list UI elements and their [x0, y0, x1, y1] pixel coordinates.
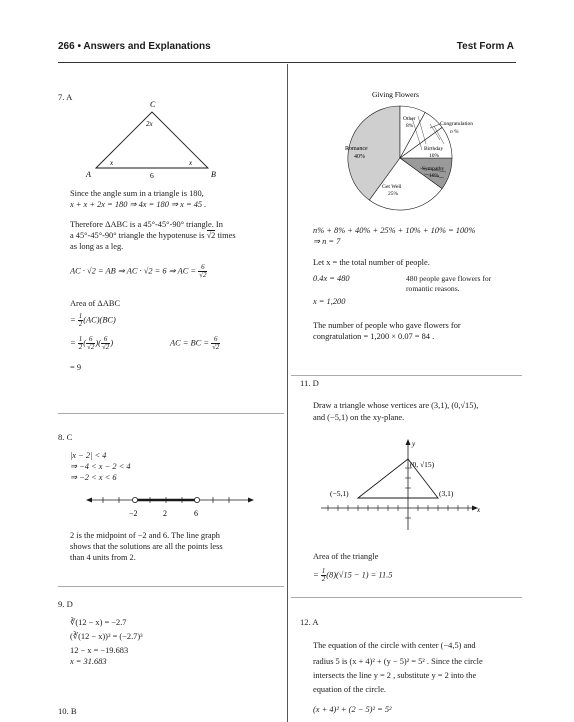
arrow-right: [248, 498, 254, 503]
denominator: 2: [78, 343, 83, 351]
vertex-b-label: B: [211, 170, 216, 179]
numerator: 6: [101, 336, 110, 344]
open-endpoint-right: [194, 497, 199, 502]
q12-text-line: intersects the line y = 2 , substitute y = 2 into the: [313, 671, 477, 680]
denominator: 2: [321, 575, 326, 583]
q7-text-fragment: times: [217, 231, 236, 240]
romance-label: Romance: [345, 146, 368, 152]
numerator: 6: [86, 336, 95, 344]
q11-text-line: Draw a triangle whose vertices are (3,1), (0,√15),: [313, 401, 479, 410]
pie-equation-n: ⇒ n = 7: [313, 237, 341, 246]
question-7-label: 7. A: [58, 92, 73, 102]
angle-b-label: x: [189, 159, 193, 167]
denominator: √2: [212, 343, 220, 351]
vertex-right-label: (3,1): [439, 489, 454, 498]
vertex-a-label: A: [86, 170, 91, 179]
q11-text-line: and (−5,1) on the xy-plane.: [313, 413, 405, 422]
congratulation-value: n %: [450, 129, 459, 135]
pie-note: romantic reasons.: [406, 284, 460, 293]
denominator: √2: [87, 343, 95, 351]
arrow-left: [86, 498, 92, 503]
q8-line: ⇒ −2 < x < 6: [70, 473, 117, 482]
denominator: √2: [101, 343, 110, 351]
angle-a-label: x: [110, 159, 114, 167]
q7-eq-fragment: AC · √2 = AB ⇒ AC · √2 = 6 ⇒ AC =: [70, 266, 197, 276]
fraction: [101, 336, 110, 351]
q7-text-line: Since the angle sum in a triangle is 180,: [70, 189, 204, 198]
x-axis-label: x: [477, 506, 481, 514]
pie-equation-sum: n% + 8% + 40% + 25% + 10% + 10% = 100%: [313, 226, 476, 235]
giving-flowers-pie-chart: [330, 88, 520, 213]
q8-line: ⇒ −4 < x − 2 < 4: [70, 462, 131, 471]
q8-text-line: 2 is the midpoint of −2 and 6. The line graph: [70, 531, 220, 540]
q7-text-line: Therefore ΔABC is a 45°-45°-90° triangle. In: [70, 220, 223, 229]
q7-area-line-2: = $\frac{1}{2}$ ( $\frac{6}{√2}$ )( $\frac{6}{√2}$ ): [70, 335, 114, 351]
open-endpoint-left: [132, 497, 137, 502]
equals-sign: =: [70, 315, 76, 325]
get-well-label: Get Well: [382, 184, 402, 190]
pie-text-line: The number of people who gave flowers for: [313, 321, 461, 330]
q7-side-note: [170, 336, 220, 351]
fraction: [211, 336, 220, 351]
q7-eq-fragment: AC = BC =: [170, 338, 209, 348]
numerator: 1: [78, 335, 83, 343]
q9-line: (∛(12 − x))³ = (−2.7)³: [70, 632, 143, 641]
fraction: [198, 264, 207, 279]
other-value: 8%: [406, 123, 414, 129]
pie-let-statement: Let x = the total number of people.: [313, 258, 430, 267]
q11-eq-fragment: (8)(√15 − 1) = 11.5: [326, 570, 393, 580]
sympathy-value: 10%: [429, 173, 440, 179]
numerator: 6: [198, 264, 207, 272]
section-divider: [291, 375, 522, 376]
y-axis-arrow: [406, 439, 411, 445]
q12-equation: (x + 4)² + (2 − 5)² = 5²: [313, 705, 392, 714]
equals-sign: =: [70, 338, 76, 348]
page-header-title: 266 • Answers and Explanations: [58, 41, 211, 52]
page-header-test-form: Test Form A: [456, 41, 514, 52]
q7-area-result: = 9: [70, 363, 82, 372]
denominator: √2: [199, 271, 207, 279]
coordinate-plane-figure: [315, 432, 485, 532]
section-divider: [291, 597, 522, 598]
q7-text-line: as long as a leg.: [70, 242, 124, 251]
question-9-label: 9. D: [58, 599, 73, 609]
q8-text-line: shows that the solutions are all the points less: [70, 542, 223, 551]
tick-label: 6: [194, 509, 198, 518]
congratulation-label: Congratulation: [440, 121, 473, 127]
pie-text-line: congratulation = 1,200 × 0.07 = 84 .: [313, 332, 435, 341]
pie-note: 480 people gave flowers for: [406, 274, 492, 283]
q11-area-label: Area of the triangle: [313, 552, 379, 561]
q9-line: x = 31.683: [70, 657, 107, 666]
sympathy-label: Sympathy: [422, 166, 445, 172]
tick-label: −2: [129, 509, 138, 518]
get-well-value: 25%: [388, 191, 399, 197]
q12-text-line: radius 5 is (x + 4)² + (y − 5)² = 5² . Since the circle: [313, 657, 483, 666]
romance-value: 40%: [354, 154, 365, 160]
pie-equation-romance: 0.4x = 480: [313, 274, 350, 283]
fraction: [78, 336, 84, 351]
sqrt2-symbol: √2: [206, 231, 216, 240]
birthday-label: Birthday: [424, 146, 444, 152]
numerator: 1: [78, 312, 83, 320]
question-12-label: 12. A: [300, 617, 319, 627]
q7-text-fragment: a 45°-45°-90° triangle the hypotenuse is: [70, 231, 205, 240]
q8-text-line: than 4 units from 2.: [70, 553, 136, 562]
denominator: 2: [78, 320, 83, 328]
triangle-abc-figure: [80, 98, 230, 180]
q7-area-label: Area of ΔABC: [70, 299, 121, 308]
fraction: [86, 336, 95, 351]
pie-title: Giving Flowers: [372, 90, 419, 99]
birthday-value: 10%: [429, 153, 440, 159]
other-label: Other: [403, 116, 416, 122]
q7-equation-angle-sum: x + x + 2x = 180 ⇒ 4x = 180 ⇒ x = 45 .: [70, 200, 207, 209]
q11-area-equation: [313, 568, 392, 583]
y-axis-label: y: [412, 440, 416, 448]
numerator: 6: [211, 336, 220, 344]
column-divider: [287, 64, 288, 722]
q12-text-line: The equation of the circle with center (−4,5) and: [313, 641, 476, 650]
question-8-label: 8. C: [58, 432, 73, 442]
section-divider: [58, 586, 284, 587]
q7-eq-fragment: (AC)(BC): [83, 315, 116, 325]
q9-line: 12 − x = −19.683: [70, 646, 129, 655]
q12-text-line: equation of the circle.: [313, 685, 387, 694]
pie-equation-total: x = 1,200: [313, 297, 346, 306]
equals-sign: =: [313, 570, 319, 580]
base-length-label: 6: [150, 171, 154, 180]
section-divider: [58, 413, 284, 414]
q9-line: ∛(12 − x) = −2.7: [70, 618, 127, 627]
question-10-label: 10. B: [58, 706, 77, 716]
q8-line: |x − 2| < 4: [70, 451, 107, 460]
q7-text-line: [70, 230, 236, 241]
q7-equation-hypotenuse: [70, 264, 207, 279]
q7-area-line-1: [70, 313, 116, 328]
number-line-figure: [86, 490, 256, 520]
tick-label: 2: [163, 509, 167, 518]
vertex-left-label: (−5,1): [330, 489, 349, 498]
angle-c-label: 2x: [146, 120, 153, 128]
question-11-label: 11. D: [300, 378, 319, 388]
header-rule: [58, 62, 516, 63]
vertex-top-label: (0, √15): [410, 460, 435, 469]
vertex-c-label: C: [150, 100, 156, 109]
numerator: 1: [321, 567, 326, 575]
